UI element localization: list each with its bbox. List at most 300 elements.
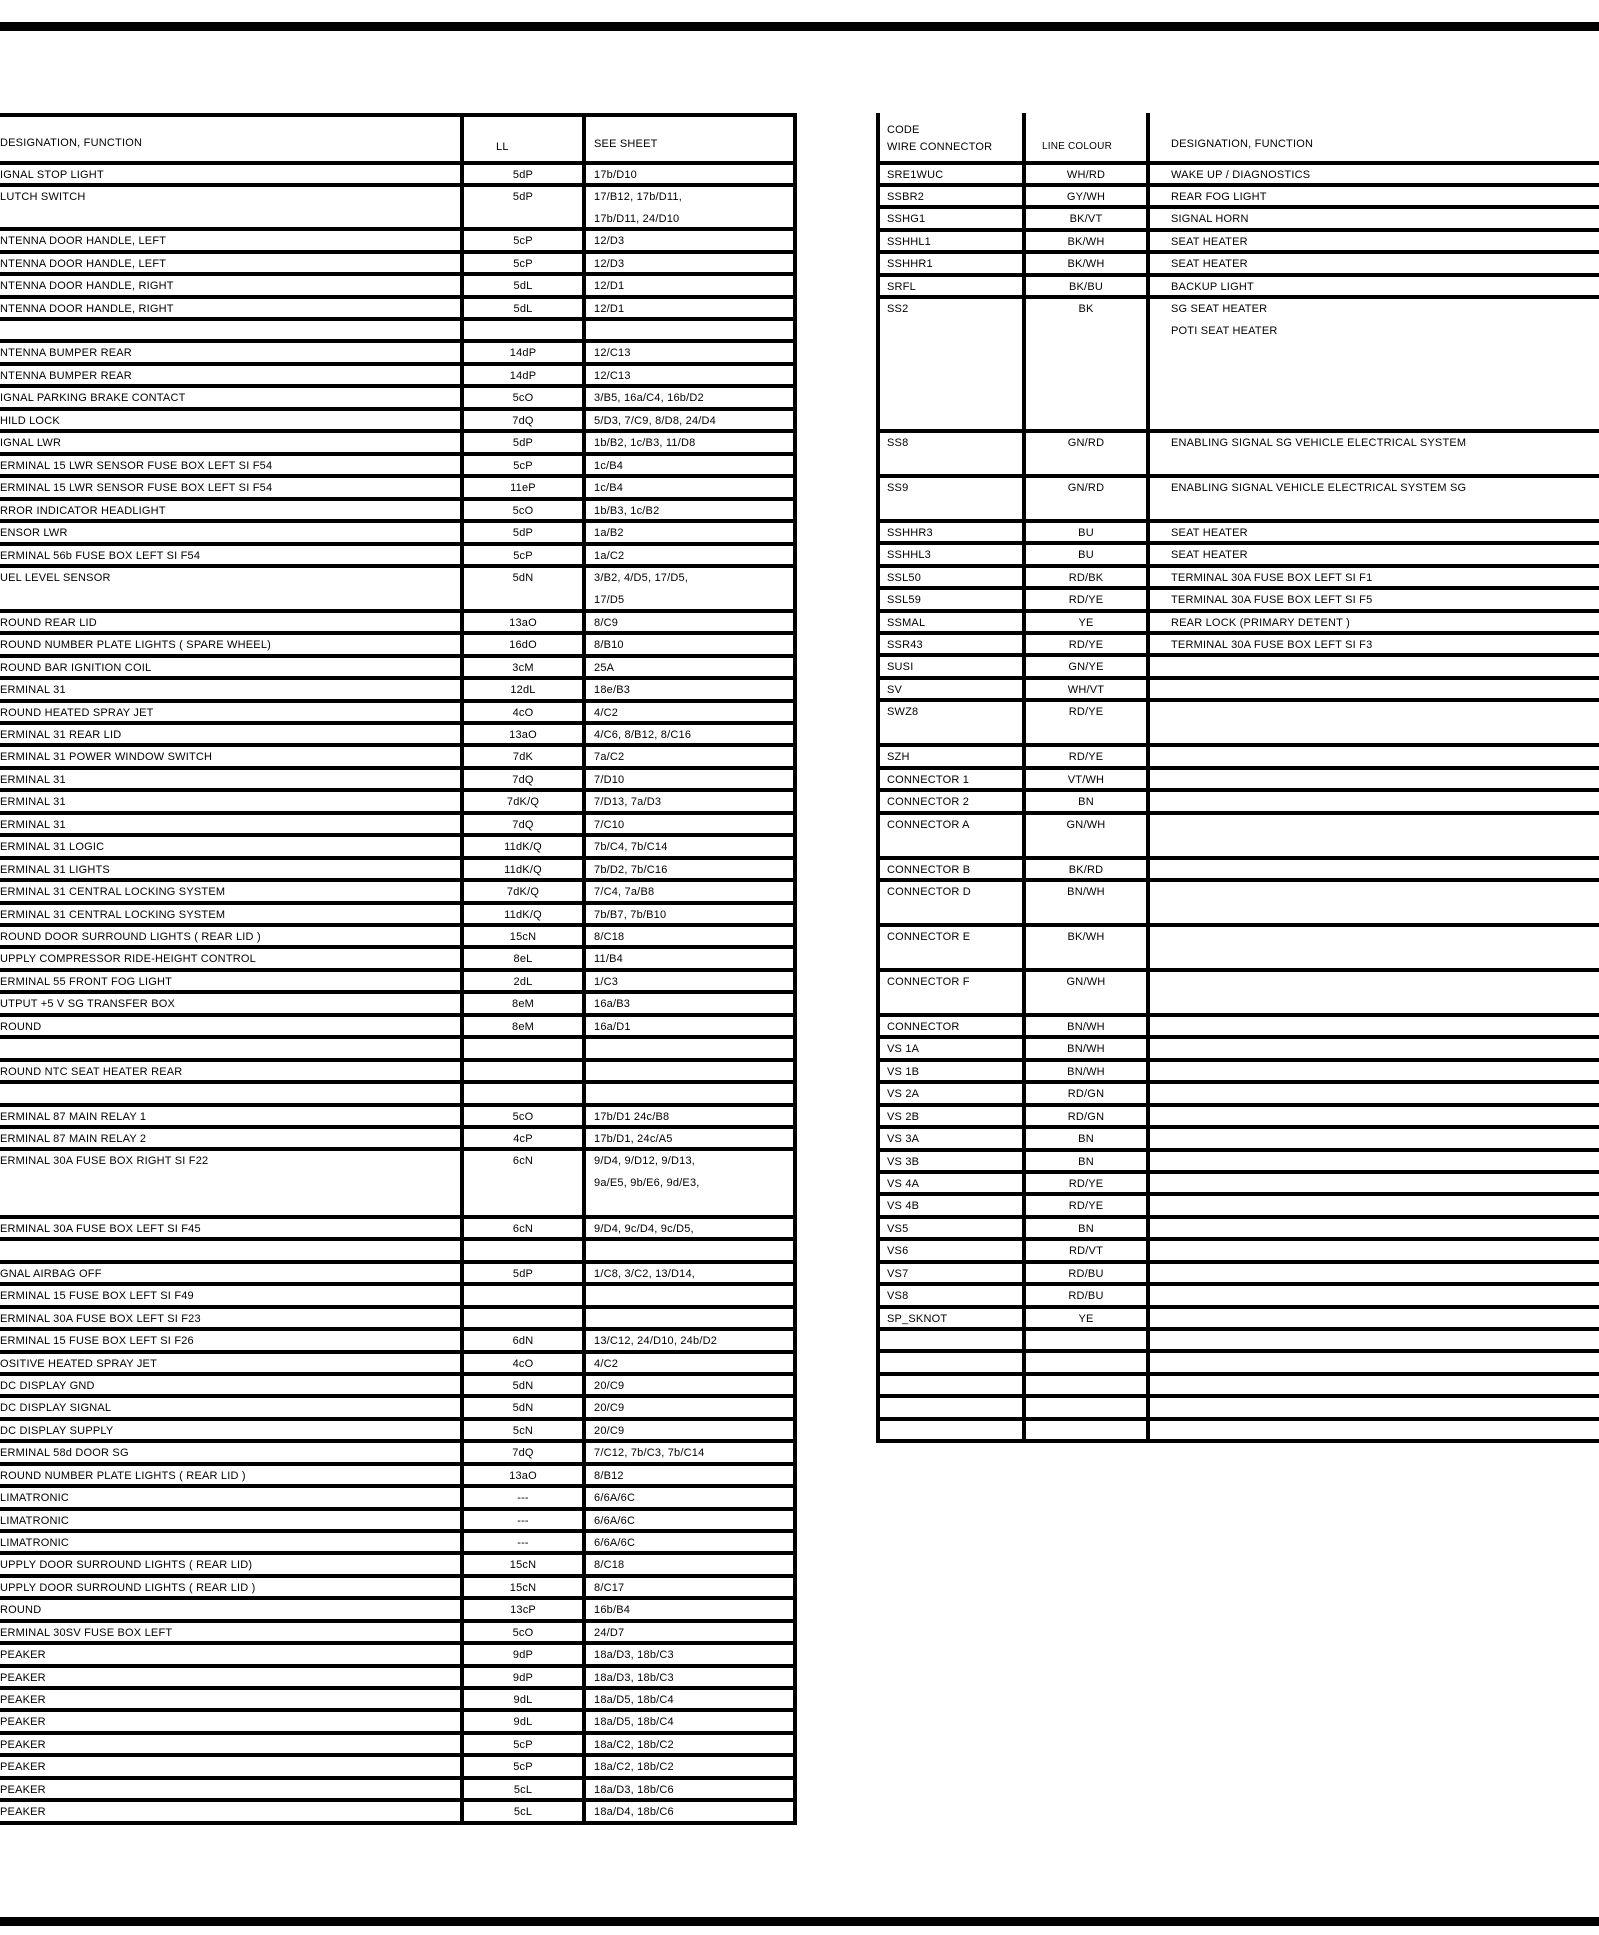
right-cell-code — [876, 1264, 1022, 1282]
left-cell-designation — [0, 837, 460, 856]
right-colour-text: GN/WH — [1066, 976, 1106, 988]
left-cell-sheet — [586, 1354, 793, 1372]
left-table-row — [0, 1668, 797, 1690]
left-table-row — [0, 456, 797, 478]
left-cell-designation — [0, 1533, 460, 1551]
left-designation-text: ERMINAL 87 MAIN RELAY 2 — [0, 1133, 147, 1145]
left-cell-sheet — [586, 905, 793, 923]
left-sheet-text: 17b/D1 24c/B8 — [594, 1111, 670, 1123]
left-cell-ll — [464, 1555, 582, 1574]
left-designation-text: NTENNA DOOR HANDLE, RIGHT — [0, 303, 174, 315]
right-table-row — [876, 1353, 1599, 1376]
left-cell-sheet — [586, 770, 793, 788]
right-code-text: SSHG1 — [887, 213, 926, 225]
right-designation-text: SEAT HEATER — [1171, 258, 1248, 270]
left-designation-text: PEAKER — [0, 1784, 46, 1796]
left-designation-text: HILD LOCK — [0, 415, 60, 427]
left-cell-ll — [464, 187, 582, 227]
left-cell-ll — [464, 1084, 582, 1103]
left-designation-text: NTENNA DOOR HANDLE, RIGHT — [0, 280, 174, 292]
left-table-row — [0, 276, 797, 299]
left-cell-sheet — [586, 1129, 793, 1147]
left-cell-sheet — [586, 747, 793, 766]
right-code-text: CONNECTOR E — [887, 931, 971, 943]
right-code-text: VS 2A — [887, 1088, 920, 1100]
right-table-row — [876, 277, 1599, 299]
left-cell-designation — [0, 1645, 460, 1664]
right-cell-code — [876, 1219, 1022, 1237]
left-cell-sheet — [586, 1555, 793, 1574]
left-cell-designation — [0, 231, 460, 250]
left-ll-text: 5cP — [513, 258, 533, 270]
left-designation-text: IGNAL PARKING BRAKE CONTACT — [0, 392, 186, 404]
left-table-row — [0, 299, 797, 321]
left-cell-designation — [0, 1039, 460, 1058]
left-table-row — [0, 1398, 797, 1421]
right-table-row — [876, 815, 1599, 860]
left-cell-ll — [464, 905, 582, 923]
left-sheet-text: 7b/D2, 7b/C16 — [594, 864, 668, 876]
right-code-text: SSHHL1 — [887, 236, 931, 248]
left-sheet-text: 1/C8, 3/C2, 13/D14, — [594, 1268, 696, 1280]
left-ll-text: 5cP — [513, 235, 533, 247]
left-cell-designation — [0, 747, 460, 766]
left-cell-designation — [0, 927, 460, 945]
right-cell-designation — [1150, 702, 1599, 743]
right-cell-designation — [1150, 165, 1599, 183]
left-sheet-text: 13/C12, 24/D10, 24b/D2 — [594, 1335, 718, 1347]
left-designation-text: IGNAL LWR — [0, 437, 62, 449]
right-colour-text: BK/VT — [1069, 213, 1103, 225]
left-designation-text: DC DISPLAY SUPPLY — [0, 1425, 114, 1437]
left-cell-ll — [464, 366, 582, 384]
right-cell-code — [876, 792, 1022, 811]
left-designation-text: ERMINAL 31 — [0, 819, 66, 831]
left-ll-text: 5dP — [512, 169, 534, 181]
right-colour-text: BN — [1078, 796, 1094, 808]
left-ll-text: 5cP — [513, 1761, 533, 1773]
right-cell-code — [876, 657, 1022, 676]
left-designation-text: ERMINAL 15 FUSE BOX LEFT SI F26 — [0, 1335, 194, 1347]
right-cell-code — [876, 747, 1022, 766]
left-designation-text: RROR INDICATOR HEADLIGHT — [0, 505, 166, 517]
left-table-row — [0, 635, 797, 658]
left-table-row — [0, 1151, 797, 1219]
right-table-body — [876, 165, 1599, 1443]
right-designation-text: SEAT HEATER — [1171, 549, 1248, 561]
left-sheet-text: 17/D5 — [594, 594, 625, 606]
left-designation-text: NTENNA BUMPER REAR — [0, 370, 132, 382]
right-cell-designation — [1150, 1286, 1599, 1305]
left-sheet-text: 7/C4, 7a/B8 — [594, 886, 655, 898]
right-cell-code — [876, 770, 1022, 788]
right-cell-code — [876, 1421, 1022, 1439]
left-sheet-text: 18a/D5, 18b/C4 — [594, 1694, 674, 1706]
left-cell-sheet — [586, 1488, 793, 1507]
right-cell-designation — [1150, 568, 1599, 586]
left-sheet-text: 20/C9 — [594, 1380, 625, 1392]
right-colour-text: BN/WH — [1067, 1043, 1105, 1055]
left-designation-text: NTENNA DOOR HANDLE, LEFT — [0, 235, 167, 247]
right-cell-colour — [1026, 1331, 1146, 1349]
right-cell-designation — [1150, 1421, 1599, 1439]
left-cell-designation — [0, 703, 460, 721]
left-ll-text: 5cN — [512, 1425, 534, 1437]
left-cell-sheet — [586, 254, 793, 272]
left-cell-ll — [464, 433, 582, 452]
left-cell-designation — [0, 1107, 460, 1125]
left-cell-designation — [0, 658, 460, 676]
right-cell-designation — [1150, 1107, 1599, 1125]
right-cell-code — [876, 545, 1022, 564]
left-sheet-text: 1b/B3, 1c/B2 — [594, 505, 660, 517]
left-cell-sheet — [586, 658, 793, 676]
right-table-row — [876, 1196, 1599, 1219]
left-ll-text: 5dN — [512, 1380, 534, 1392]
left-designation-text: ERMINAL 87 MAIN RELAY 1 — [0, 1111, 147, 1123]
left-cell-designation — [0, 1511, 460, 1529]
column-divider — [1146, 113, 1150, 1443]
left-cell-sheet — [586, 1107, 793, 1125]
right-cell-designation — [1150, 277, 1599, 295]
left-sheet-text: 12/C13 — [594, 347, 631, 359]
left-ll-text: 5dP — [512, 1268, 534, 1280]
left-cell-ll — [464, 994, 582, 1013]
right-colour-text: BN/WH — [1067, 1066, 1105, 1078]
left-sheet-text: 8/C17 — [594, 1582, 625, 1594]
left-ll-text: 5cL — [513, 1806, 533, 1818]
right-cell-colour — [1026, 1084, 1146, 1103]
left-cell-designation — [0, 1421, 460, 1439]
right-cell-designation — [1150, 1039, 1599, 1058]
right-cell-colour — [1026, 209, 1146, 228]
left-cell-ll — [464, 1511, 582, 1529]
right-table-row — [876, 590, 1599, 613]
right-colour-text: RD/BU — [1068, 1268, 1104, 1280]
right-cell-colour — [1026, 1353, 1146, 1372]
left-sheet-text: 16a/B3 — [594, 998, 631, 1010]
right-table-row — [876, 187, 1599, 209]
right-code-text: SRFL — [887, 281, 916, 293]
left-cell-ll — [464, 1264, 582, 1282]
left-cell-ll — [464, 725, 582, 743]
left-cell-designation — [0, 1757, 460, 1776]
left-cell-designation — [0, 860, 460, 878]
left-cell-designation — [0, 1690, 460, 1708]
left-table-row — [0, 165, 797, 187]
left-designation-text: ENSOR LWR — [0, 527, 68, 539]
left-cell-ll — [464, 1039, 582, 1058]
left-sheet-text: 18a/D3, 18b/C6 — [594, 1784, 674, 1796]
right-table-row — [876, 747, 1599, 770]
right-code-text: VS 3B — [887, 1156, 920, 1168]
left-ll-text: 5dL — [513, 280, 533, 292]
left-ll-text: 5dP — [512, 191, 534, 203]
left-designation-text: PEAKER — [0, 1761, 46, 1773]
left-table-row — [0, 725, 797, 747]
right-code-text: SSHHR3 — [887, 527, 933, 539]
right-code-text: CONNECTOR F — [887, 976, 970, 988]
right-table-row — [876, 254, 1599, 277]
left-table-row — [0, 1780, 797, 1802]
left-cell-designation — [0, 1309, 460, 1327]
left-designation-text: ERMINAL 15 LWR SENSOR FUSE BOX LEFT SI F54 — [0, 460, 273, 472]
right-colour-text: BK/WH — [1067, 236, 1105, 248]
right-cell-colour — [1026, 1174, 1146, 1192]
left-cell-ll — [464, 321, 582, 339]
right-table-row — [876, 1152, 1599, 1174]
left-ll-text: 6dN — [512, 1335, 534, 1347]
left-cell-sheet — [586, 949, 793, 968]
right-code-text: CONNECTOR D — [887, 886, 971, 898]
right-cell-colour — [1026, 815, 1146, 856]
left-designation-text: ROUND NTC SEAT HEATER REAR — [0, 1066, 183, 1078]
left-designation-text: ROUND — [0, 1604, 42, 1616]
left-table-row — [0, 1421, 797, 1443]
left-ll-text: 3cM — [512, 662, 534, 674]
right-code-text: VS 4A — [887, 1178, 920, 1190]
left-sheet-text: 7/C10 — [594, 819, 625, 831]
right-table-row — [876, 972, 1599, 1017]
left-sheet-text: 9a/E5, 9b/E6, 9d/E3, — [594, 1177, 700, 1189]
right-code-text: CONNECTOR 1 — [887, 774, 970, 786]
left-cell-ll — [464, 1735, 582, 1753]
right-cell-code — [876, 523, 1022, 541]
left-designation-text: ERMINAL 15 FUSE BOX LEFT SI F49 — [0, 1290, 194, 1302]
right-table-row — [876, 1017, 1599, 1039]
left-designation-text: PEAKER — [0, 1672, 46, 1684]
left-designation-text: LIMATRONIC — [0, 1515, 70, 1527]
left-cell-ll — [464, 1466, 582, 1484]
left-cell-ll — [464, 1600, 582, 1619]
left-cell-sheet — [586, 299, 793, 317]
left-table-row — [0, 546, 797, 568]
left-cell-sheet — [586, 882, 793, 901]
left-ll-text: 5cP — [513, 550, 533, 562]
left-table-row — [0, 1241, 797, 1264]
right-code-text: CONNECTOR 2 — [887, 796, 970, 808]
left-ll-text: 5cO — [512, 1627, 534, 1639]
left-cell-designation — [0, 1084, 460, 1103]
left-cell-sheet — [586, 1466, 793, 1484]
right-code-text: CONNECTOR B — [887, 864, 971, 876]
left-cell-designation — [0, 792, 460, 811]
left-ll-text: 11eP — [510, 482, 536, 494]
left-cell-designation — [0, 1735, 460, 1753]
left-designation-text: LUTCH SWITCH — [0, 191, 86, 203]
right-code-text: SS8 — [887, 437, 909, 449]
left-sheet-text: 17b/D1, 24c/A5 — [594, 1133, 673, 1145]
left-designation-text: UPPLY DOOR SURROUND LIGHTS ( REAR LID) — [0, 1559, 253, 1571]
right-colour-text: BK — [1078, 303, 1094, 315]
left-sheet-text: 9/D4, 9c/D4, 9c/D5, — [594, 1223, 694, 1235]
left-cell-sheet — [586, 1151, 793, 1215]
left-cell-ll — [464, 523, 582, 542]
left-sheet-text: 1a/B2 — [594, 527, 624, 539]
left-table-row — [0, 1084, 797, 1107]
right-cell-designation — [1150, 815, 1599, 856]
right-cell-colour — [1026, 657, 1146, 676]
left-designation-text: UEL LEVEL SENSOR — [0, 572, 111, 584]
left-cell-sheet — [586, 187, 793, 227]
left-ll-text: 5dL — [513, 303, 533, 315]
right-code-text: SUSI — [887, 661, 914, 673]
left-cell-designation — [0, 478, 460, 497]
right-cell-colour — [1026, 1107, 1146, 1125]
left-designation-text: PEAKER — [0, 1649, 46, 1661]
left-sheet-text: 20/C9 — [594, 1402, 625, 1414]
left-cell-ll — [464, 613, 582, 631]
left-sheet-text: 8/C18 — [594, 931, 625, 943]
left-cell-designation — [0, 165, 460, 183]
left-table-row — [0, 1062, 797, 1084]
right-code-text: VS 3A — [887, 1133, 920, 1145]
left-cell-designation — [0, 501, 460, 519]
left-cell-sheet — [586, 276, 793, 295]
right-cell-designation — [1150, 792, 1599, 811]
left-sheet-text: 25A — [594, 662, 615, 674]
right-cell-code — [876, 1376, 1022, 1394]
left-cell-designation — [0, 1331, 460, 1350]
left-cell-sheet — [586, 501, 793, 519]
right-designation-text: SEAT HEATER — [1171, 236, 1248, 248]
left-sheet-text: 12/D1 — [594, 280, 625, 292]
right-cell-colour — [1026, 254, 1146, 273]
left-table-row — [0, 882, 797, 905]
left-cell-sheet — [586, 1376, 793, 1394]
left-ll-text: 5dN — [512, 572, 534, 584]
right-cell-code — [876, 1017, 1022, 1035]
left-cell-sheet — [586, 478, 793, 497]
right-colour-text: RD/BK — [1068, 572, 1104, 584]
left-cell-sheet — [586, 1286, 793, 1305]
right-cell-code — [876, 860, 1022, 878]
left-sheet-text: 16b/B4 — [594, 1604, 631, 1616]
left-sheet-text: 1c/B4 — [594, 460, 624, 472]
left-designation-text: ROUND REAR LID — [0, 617, 97, 629]
left-designation-text: LIMATRONIC — [0, 1492, 70, 1504]
right-table-row — [876, 1241, 1599, 1264]
left-ll-text: 5cP — [513, 1739, 533, 1751]
left-cell-ll — [464, 254, 582, 272]
header-designation-function: DESIGNATION, FUNCTION — [1171, 138, 1314, 150]
right-colour-text: RD/YE — [1068, 1200, 1104, 1212]
left-cell-sheet — [586, 523, 793, 542]
left-ll-text: 13aO — [509, 617, 537, 629]
left-sheet-text: 7/D10 — [594, 774, 625, 786]
right-cell-colour — [1026, 590, 1146, 609]
right-cell-designation — [1150, 590, 1599, 609]
left-table-row — [0, 1331, 797, 1354]
left-cell-ll — [464, 1354, 582, 1372]
left-cell-ll — [464, 635, 582, 654]
left-cell-ll — [464, 747, 582, 766]
left-cell-sheet — [586, 703, 793, 721]
right-cell-colour — [1026, 1241, 1146, 1260]
left-designation-text: UPPLY DOOR SURROUND LIGHTS ( REAR LID ) — [0, 1582, 256, 1594]
left-table-row — [0, 321, 797, 343]
left-cell-designation — [0, 1780, 460, 1798]
table-top-border — [0, 113, 797, 117]
left-cell-ll — [464, 1062, 582, 1080]
right-cell-designation — [1150, 680, 1599, 698]
left-designation-text: ERMINAL 31 CENTRAL LOCKING SYSTEM — [0, 909, 226, 921]
left-designation-text: ERMINAL 31 LOGIC — [0, 841, 105, 853]
right-cell-colour — [1026, 433, 1146, 474]
left-designation-text: ERMINAL 31 — [0, 684, 66, 696]
right-cell-colour — [1026, 523, 1146, 541]
left-ll-text: 9dL — [513, 1694, 533, 1706]
left-cell-designation — [0, 905, 460, 923]
left-ll-text: 9dL — [513, 1716, 533, 1728]
left-table-row — [0, 1555, 797, 1578]
right-cell-code — [876, 299, 1022, 429]
left-ll-text: 7dQ — [512, 415, 534, 427]
right-colour-text: RD/YE — [1068, 751, 1104, 763]
left-cell-ll — [464, 882, 582, 901]
right-cell-designation — [1150, 1309, 1599, 1327]
right-cell-code — [876, 882, 1022, 923]
right-cell-colour — [1026, 860, 1146, 878]
left-cell-ll — [464, 276, 582, 295]
left-cell-designation — [0, 343, 460, 362]
left-cell-ll — [464, 1398, 582, 1417]
right-cell-designation — [1150, 1017, 1599, 1035]
left-sheet-text: 1b/B2, 1c/B3, 11/D8 — [594, 437, 696, 449]
left-ll-text: 6cN — [512, 1155, 534, 1167]
left-cell-ll — [464, 1645, 582, 1664]
left-ll-text: 6cN — [512, 1223, 534, 1235]
left-cell-sheet — [586, 1802, 793, 1821]
left-cell-ll — [464, 1443, 582, 1462]
left-ll-text: 14dP — [509, 347, 537, 359]
right-cell-designation — [1150, 1241, 1599, 1260]
left-ll-text: 7dQ — [512, 774, 534, 786]
right-cell-designation — [1150, 254, 1599, 273]
right-cell-colour — [1026, 1376, 1146, 1394]
left-designation-text: PEAKER — [0, 1716, 46, 1728]
right-cell-code — [876, 165, 1022, 183]
right-cell-designation — [1150, 478, 1599, 519]
left-ll-text: 5dP — [512, 527, 534, 539]
left-sheet-text: 18e/B3 — [594, 684, 631, 696]
left-table-row — [0, 568, 797, 613]
left-cell-ll — [464, 1286, 582, 1305]
left-cell-designation — [0, 1623, 460, 1641]
left-cell-designation — [0, 680, 460, 699]
left-cell-sheet — [586, 1264, 793, 1282]
left-cell-ll — [464, 927, 582, 945]
right-colour-text: RD/VT — [1069, 1245, 1103, 1257]
right-colour-text: BN — [1078, 1156, 1094, 1168]
left-cell-ll — [464, 1668, 582, 1686]
right-colour-text: BK/RD — [1068, 864, 1104, 876]
right-code-text: VS8 — [887, 1290, 909, 1302]
right-designation-text: SEAT HEATER — [1171, 527, 1248, 539]
left-ll-text: 8eL — [513, 953, 533, 965]
right-cell-designation — [1150, 770, 1599, 788]
right-cell-colour — [1026, 232, 1146, 250]
left-sheet-text: 17b/D10 — [594, 169, 637, 181]
left-table-row — [0, 1735, 797, 1757]
left-cell-ll — [464, 1623, 582, 1641]
left-table-row — [0, 1017, 797, 1039]
right-cell-colour — [1026, 187, 1146, 205]
right-cell-code — [876, 927, 1022, 968]
right-cell-colour — [1026, 1129, 1146, 1148]
left-cell-ll — [464, 837, 582, 856]
left-table-row — [0, 1802, 797, 1825]
